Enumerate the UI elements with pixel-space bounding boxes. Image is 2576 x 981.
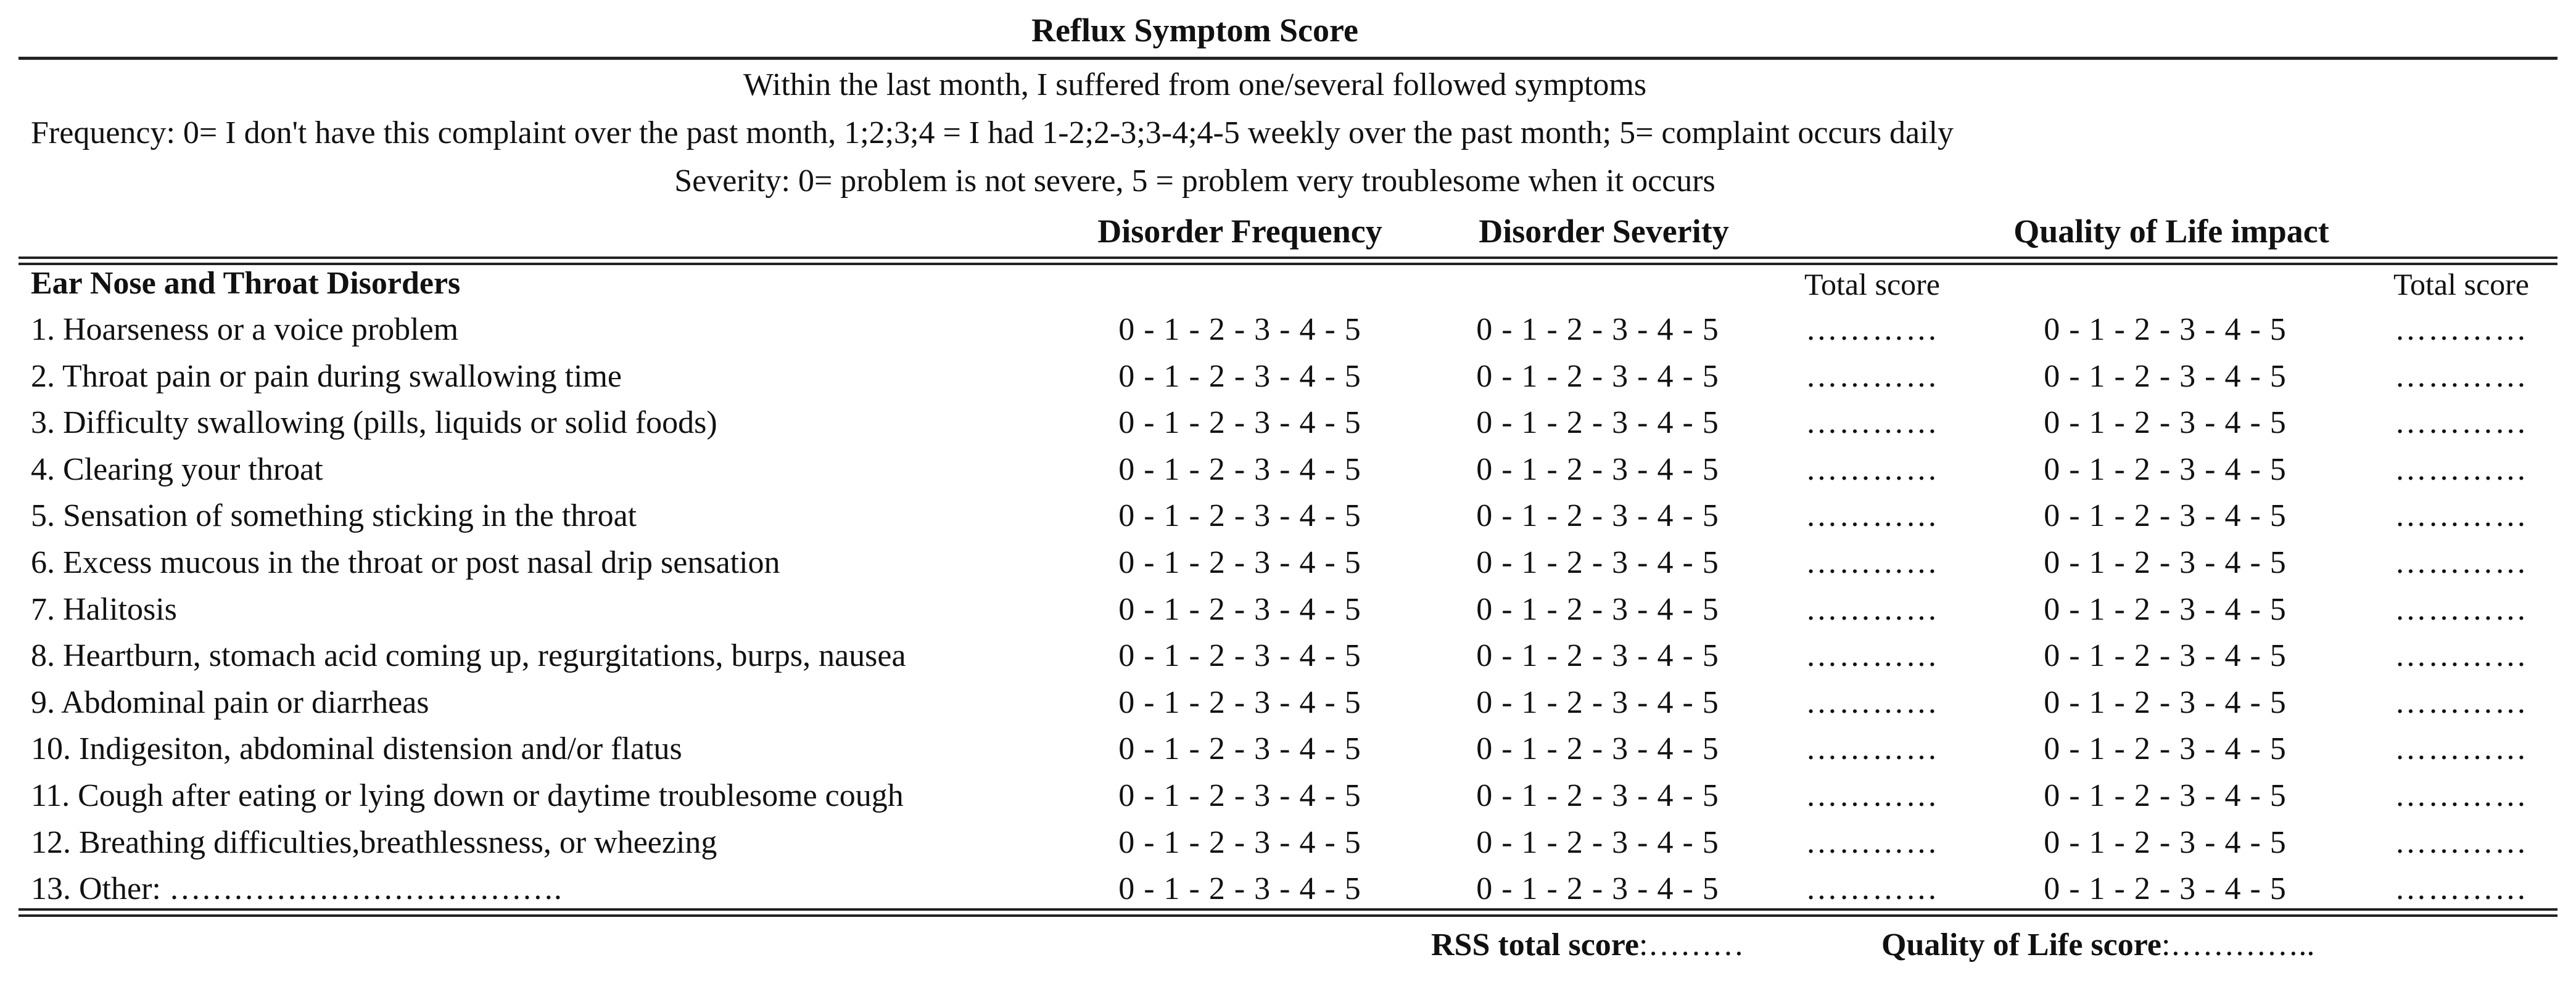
severity-scale[interactable]: 0 - 1 - 2 - 3 - 4 - 5 [1476, 312, 1719, 347]
severity-total-field[interactable]: ………… [1806, 312, 1939, 347]
severity-scale[interactable]: 0 - 1 - 2 - 3 - 4 - 5 [1476, 592, 1719, 627]
severity-total-field[interactable]: ………… [1806, 778, 1939, 813]
qol-total-field[interactable]: ………… [2395, 592, 2528, 627]
header-quality-of-life-impact: Quality of Life impact [2013, 213, 2329, 250]
symptom-label: 3. Difficulty swallowing (pills, liquids or solid foods) [31, 405, 717, 440]
severity-total-field[interactable]: ………… [1806, 731, 1939, 766]
qol-scale[interactable]: 0 - 1 - 2 - 3 - 4 - 5 [2044, 871, 2287, 906]
header-rule-top [19, 257, 2557, 259]
quality-of-life-score-label: Quality of Life score [1881, 927, 2161, 963]
qol-total-field[interactable]: ………… [2395, 731, 2528, 766]
severity-scale[interactable]: 0 - 1 - 2 - 3 - 4 - 5 [1476, 452, 1719, 487]
severity-scale[interactable]: 0 - 1 - 2 - 3 - 4 - 5 [1476, 825, 1719, 860]
severity-total-field[interactable]: ………… [1806, 825, 1939, 860]
qol-scale[interactable]: 0 - 1 - 2 - 3 - 4 - 5 [2044, 731, 2287, 766]
intro-line-1: Within the last month, I suffered from one/several followed symptoms [743, 67, 1647, 102]
frequency-scale[interactable]: 0 - 1 - 2 - 3 - 4 - 5 [1118, 359, 1361, 394]
severity-scale[interactable]: 0 - 1 - 2 - 3 - 4 - 5 [1476, 405, 1719, 440]
qol-scale[interactable]: 0 - 1 - 2 - 3 - 4 - 5 [2044, 545, 2287, 580]
frequency-scale[interactable]: 0 - 1 - 2 - 3 - 4 - 5 [1118, 825, 1361, 860]
severity-legend: Severity: 0= problem is not severe, 5 = problem very troublesome when it occurs [674, 163, 1715, 199]
title-rule [19, 57, 2557, 60]
footer-rule-top [19, 908, 2557, 911]
severity-total-field[interactable]: ………… [1806, 871, 1939, 906]
frequency-scale[interactable]: 0 - 1 - 2 - 3 - 4 - 5 [1118, 731, 1361, 766]
qol-total-field[interactable]: ………… [2395, 825, 2528, 860]
qol-scale[interactable]: 0 - 1 - 2 - 3 - 4 - 5 [2044, 405, 2287, 440]
frequency-legend: Frequency: 0= I don't have this complaint over the past month, 1;2;3;4 = I had 1-2;2-3;3-4;4-5 weekly over the past month; 5= complaint occurs daily [31, 115, 1954, 150]
severity-total-field[interactable]: ………… [1806, 638, 1939, 673]
qol-total-field[interactable]: ………… [2395, 871, 2528, 906]
quality-of-life-score [1881, 927, 2314, 963]
symptom-label: 8. Heartburn, stomach acid coming up, regurgitations, burps, nausea [31, 638, 906, 673]
severity-total-field[interactable]: ………… [1806, 359, 1939, 394]
severity-scale[interactable]: 0 - 1 - 2 - 3 - 4 - 5 [1476, 359, 1719, 394]
qol-total-field[interactable]: ………… [2395, 452, 2528, 487]
qol-total-field[interactable]: ………… [2395, 359, 2528, 394]
qol-scale[interactable]: 0 - 1 - 2 - 3 - 4 - 5 [2044, 685, 2287, 720]
qol-scale[interactable]: 0 - 1 - 2 - 3 - 4 - 5 [2044, 592, 2287, 627]
rss-total-score [1431, 927, 1744, 963]
quality-of-life-score-field[interactable]: :………….. [2161, 927, 2315, 963]
section-title: Ear Nose and Throat Disorders [31, 266, 461, 301]
severity-scale[interactable]: 0 - 1 - 2 - 3 - 4 - 5 [1476, 731, 1719, 766]
symptom-label: 10. Indigesiton, abdominal distension and/or flatus [31, 731, 682, 766]
symptom-label: 12. Breathing difficulties,breathlessness, or wheezing [31, 825, 717, 860]
symptom-label: 9. Abdominal pain or diarrheas [31, 685, 429, 720]
symptom-label: 1. Hoarseness or a voice problem [31, 312, 459, 347]
frequency-scale[interactable]: 0 - 1 - 2 - 3 - 4 - 5 [1118, 778, 1361, 813]
severity-total-field[interactable]: ………… [1806, 405, 1939, 440]
severity-total-field[interactable]: ………… [1806, 685, 1939, 720]
frequency-scale[interactable]: 0 - 1 - 2 - 3 - 4 - 5 [1118, 405, 1361, 440]
qol-scale[interactable]: 0 - 1 - 2 - 3 - 4 - 5 [2044, 312, 2287, 347]
total-score-label-qol: Total score [2393, 267, 2530, 302]
symptom-label: 11. Cough after eating or lying down or daytime troublesome cough [31, 778, 904, 813]
severity-scale[interactable]: 0 - 1 - 2 - 3 - 4 - 5 [1476, 778, 1719, 813]
qol-scale[interactable]: 0 - 1 - 2 - 3 - 4 - 5 [2044, 638, 2287, 673]
qol-total-field[interactable]: ………… [2395, 405, 2528, 440]
header-disorder-severity: Disorder Severity [1479, 213, 1729, 250]
frequency-scale[interactable]: 0 - 1 - 2 - 3 - 4 - 5 [1118, 638, 1361, 673]
qol-total-field[interactable]: ………… [2395, 312, 2528, 347]
total-score-label-severity: Total score [1804, 267, 1941, 302]
qol-total-field[interactable]: ………… [2395, 545, 2528, 580]
rss-total-score-field[interactable]: :……… [1639, 927, 1744, 963]
severity-scale[interactable]: 0 - 1 - 2 - 3 - 4 - 5 [1476, 685, 1719, 720]
severity-total-field[interactable]: ………… [1806, 498, 1939, 533]
symptom-label: 4. Clearing your throat [31, 452, 323, 487]
severity-scale[interactable]: 0 - 1 - 2 - 3 - 4 - 5 [1476, 498, 1719, 533]
frequency-scale[interactable]: 0 - 1 - 2 - 3 - 4 - 5 [1118, 685, 1361, 720]
symptom-label: 2. Throat pain or pain during swallowing time [31, 359, 622, 394]
rss-total-score-label: RSS total score [1431, 927, 1640, 963]
frequency-scale[interactable]: 0 - 1 - 2 - 3 - 4 - 5 [1118, 592, 1361, 627]
frequency-scale[interactable]: 0 - 1 - 2 - 3 - 4 - 5 [1118, 871, 1361, 906]
qol-total-field[interactable]: ………… [2395, 778, 2528, 813]
qol-total-field[interactable]: ………… [2395, 685, 2528, 720]
qol-total-field[interactable]: ………… [2395, 498, 2528, 533]
severity-scale[interactable]: 0 - 1 - 2 - 3 - 4 - 5 [1476, 638, 1719, 673]
symptom-label: 13. Other: ………………………………. [31, 871, 562, 906]
qol-total-field[interactable]: ………… [2395, 638, 2528, 673]
header-disorder-frequency: Disorder Frequency [1097, 213, 1382, 250]
qol-scale[interactable]: 0 - 1 - 2 - 3 - 4 - 5 [2044, 452, 2287, 487]
symptom-label: 5. Sensation of something sticking in the throat [31, 498, 637, 533]
severity-scale[interactable]: 0 - 1 - 2 - 3 - 4 - 5 [1476, 545, 1719, 580]
frequency-scale[interactable]: 0 - 1 - 2 - 3 - 4 - 5 [1118, 498, 1361, 533]
qol-scale[interactable]: 0 - 1 - 2 - 3 - 4 - 5 [2044, 498, 2287, 533]
frequency-scale[interactable]: 0 - 1 - 2 - 3 - 4 - 5 [1118, 545, 1361, 580]
footer-rule-bottom [19, 914, 2557, 917]
frequency-scale[interactable]: 0 - 1 - 2 - 3 - 4 - 5 [1118, 452, 1361, 487]
symptom-label: 7. Halitosis [31, 592, 177, 627]
qol-scale[interactable]: 0 - 1 - 2 - 3 - 4 - 5 [2044, 825, 2287, 860]
qol-scale[interactable]: 0 - 1 - 2 - 3 - 4 - 5 [2044, 359, 2287, 394]
form-title: Reflux Symptom Score [1031, 12, 1358, 49]
severity-total-field[interactable]: ………… [1806, 452, 1939, 487]
symptom-label: 6. Excess mucous in the throat or post nasal drip sensation [31, 545, 780, 580]
frequency-scale[interactable]: 0 - 1 - 2 - 3 - 4 - 5 [1118, 312, 1361, 347]
severity-scale[interactable]: 0 - 1 - 2 - 3 - 4 - 5 [1476, 871, 1719, 906]
severity-total-field[interactable]: ………… [1806, 592, 1939, 627]
qol-scale[interactable]: 0 - 1 - 2 - 3 - 4 - 5 [2044, 778, 2287, 813]
severity-total-field[interactable]: ………… [1806, 545, 1939, 580]
